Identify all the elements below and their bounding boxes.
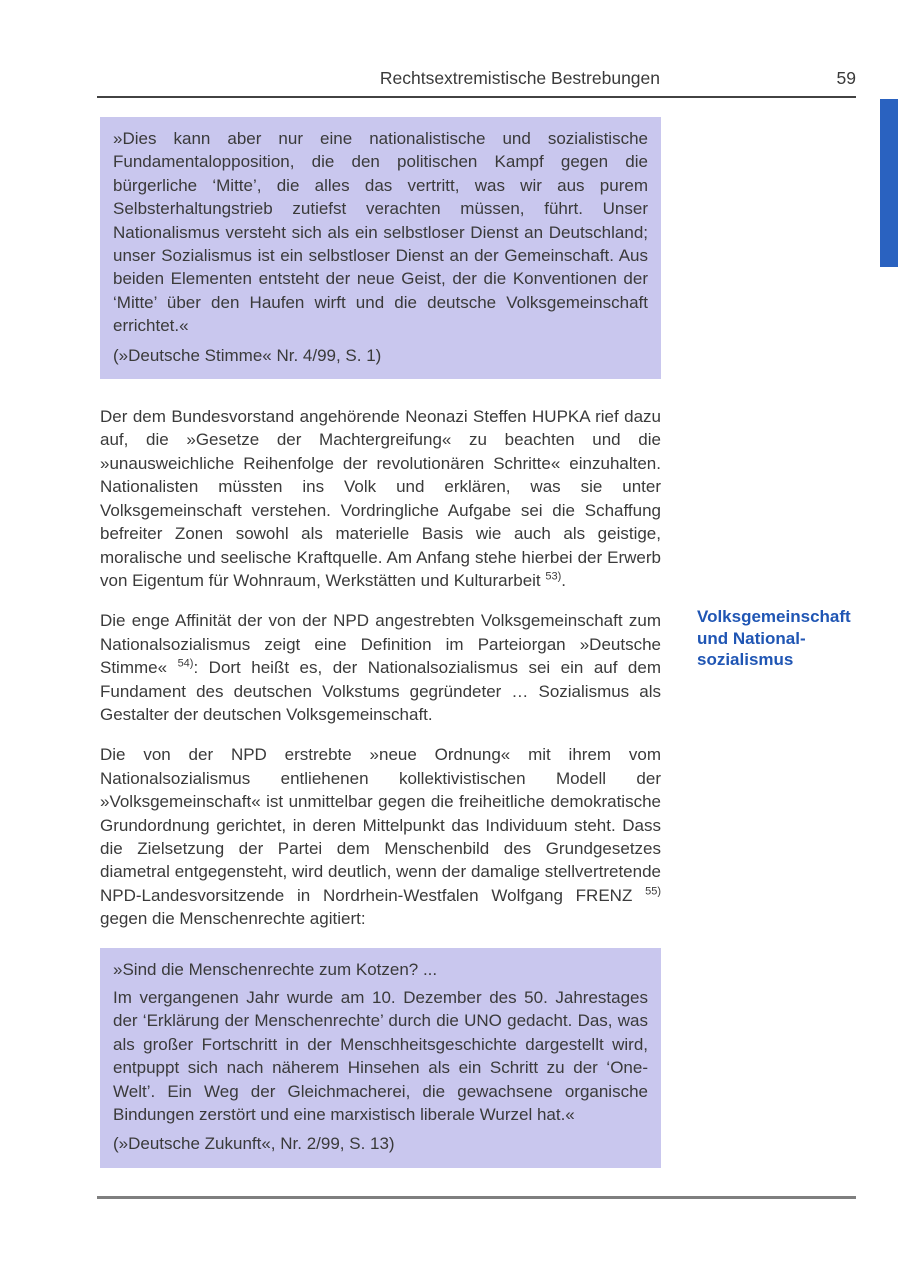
quote-box-deutsche-zukunft bbox=[100, 948, 661, 1168]
margin-note-line: sozialismus bbox=[697, 650, 794, 669]
main-text-column bbox=[100, 117, 661, 1194]
header-rule bbox=[97, 96, 856, 98]
margin-note-line: und National- bbox=[697, 628, 806, 648]
paragraph-text: Die enge Affinität der von der NPD angestrebten Volksgemeinschaft zum Nationalsozialismus zeigt eine Definition im Parteiorgan »Deutsche Stimme« bbox=[100, 611, 661, 678]
margin-note-line: Volksgemeinschaft bbox=[697, 607, 851, 626]
paragraph-text: : Dort heißt es, der Nationalsozialismus sei ein auf dem Fundament des deutschen Volkstums gegründeter … Sozialismus als Gestalter der deutschen Volksgemeinschaft. bbox=[100, 658, 661, 724]
quote-text: Im vergangenen Jahr wurde am 10. Dezember des 50. Jahrestages der ‘Erklärung der Menschenrechte’ durch die UNO gedacht. Das, was als großer Fortschritt in der Menschheitsgeschichte dargestellt wird, entpuppt sich nach näherem Hinsehen als ein Schritt zu der ‘One-Welt’. Ein Weg der Gleichmacherei, die gewachsene organische Bindungen zerstört und eine marxistisch liberale Wurzel hat.« bbox=[113, 988, 648, 1125]
footnote-ref-54: 54) bbox=[177, 657, 194, 670]
paragraph-neue-ordnung bbox=[100, 743, 661, 930]
page-header-title: Rechtsextremistische Bestrebungen bbox=[379, 68, 660, 88]
quote-citation: (»Deutsche Stimme« Nr. 4/99, S. 1) bbox=[113, 345, 382, 365]
paragraph-text: . bbox=[561, 570, 567, 590]
margin-note-volksgemeinschaft bbox=[697, 606, 877, 671]
footer-rule bbox=[97, 1196, 856, 1199]
paragraph-text: Die von der NPD erstrebte »neue Ordnung« mit ihrem vom Nationalsozialismus entliehenen kollektivistischen Modell der »Volksgemeinschaft« ist unmittelbar gegen die freiheitliche demokratische Grundordnung gerichtet, in deren Mittelpunkt das Individuum steht. Dass die Zielsetzung der Partei dem Menschenbild des Grundgesetzes diametral entgegensteht, wird deutlich, wenn der damalige stellvertretende NPD-Landesvorsitzende in Nordrhein-Westfalen Wolfgang FRENZ bbox=[100, 745, 661, 905]
quote-text: »Sind die Menschenrechte zum Kotzen? ... bbox=[113, 959, 438, 979]
quote-box-deutsche-stimme bbox=[100, 117, 661, 379]
paragraph-text: gegen die Menschenrechte agitiert: bbox=[100, 909, 366, 929]
paragraph-text: Der dem Bundesvorstand angehörende Neonazi Steffen HUPKA rief dazu auf, die »Gesetze der Machtergreifung« zu beachten und die »unausweichliche Reihenfolge der revolutionären Schritte« einzuhalten. Nationalisten müssten ins Volk und erklären, was sie unter Volksgemeinschaft verstehen. Vordringliche Aufgabe sei die Schaffung befreiter Zonen sowohl als materielle Basis wie auch als geistige, moralische und seelische Kraftquelle. Am Anfang stehe hierbei der Erwerb von Eigentum für Wohnraum, Werkstätten und Kulturarbeit bbox=[100, 407, 661, 590]
paragraph-affinitaet bbox=[100, 609, 661, 726]
chapter-edge-bar bbox=[880, 99, 898, 267]
paragraph-hupka bbox=[100, 405, 661, 592]
quote-text: »Dies kann aber nur eine nationalistische und sozialistische Fundamentalopposition, die den politischen Kampf gegen die bürgerliche ‘Mitte’, die alles das vertritt, was wir aus purem Selbsterhaltungstrieb zutiefst verachten müssen, führt. Unser Nationalismus versteht sich als ein selbstloser Dienst an Deutschland; unser Sozialismus ist ein selbstloser Dienst an der Gemeinschaft. Aus beiden Elementen entsteht der neue Geist, der die Konventionen der ‘Mitte’ über den Haufen wirft und die deutsche Volksgemeinschaft errichtet.« bbox=[113, 129, 648, 336]
footnote-ref-53: 53) bbox=[545, 570, 562, 583]
quote-citation: (»Deutsche Zukunft«, Nr. 2/99, S. 13) bbox=[113, 1134, 395, 1154]
footnote-ref-55: 55) bbox=[645, 885, 661, 898]
page-number: 59 bbox=[836, 68, 856, 88]
